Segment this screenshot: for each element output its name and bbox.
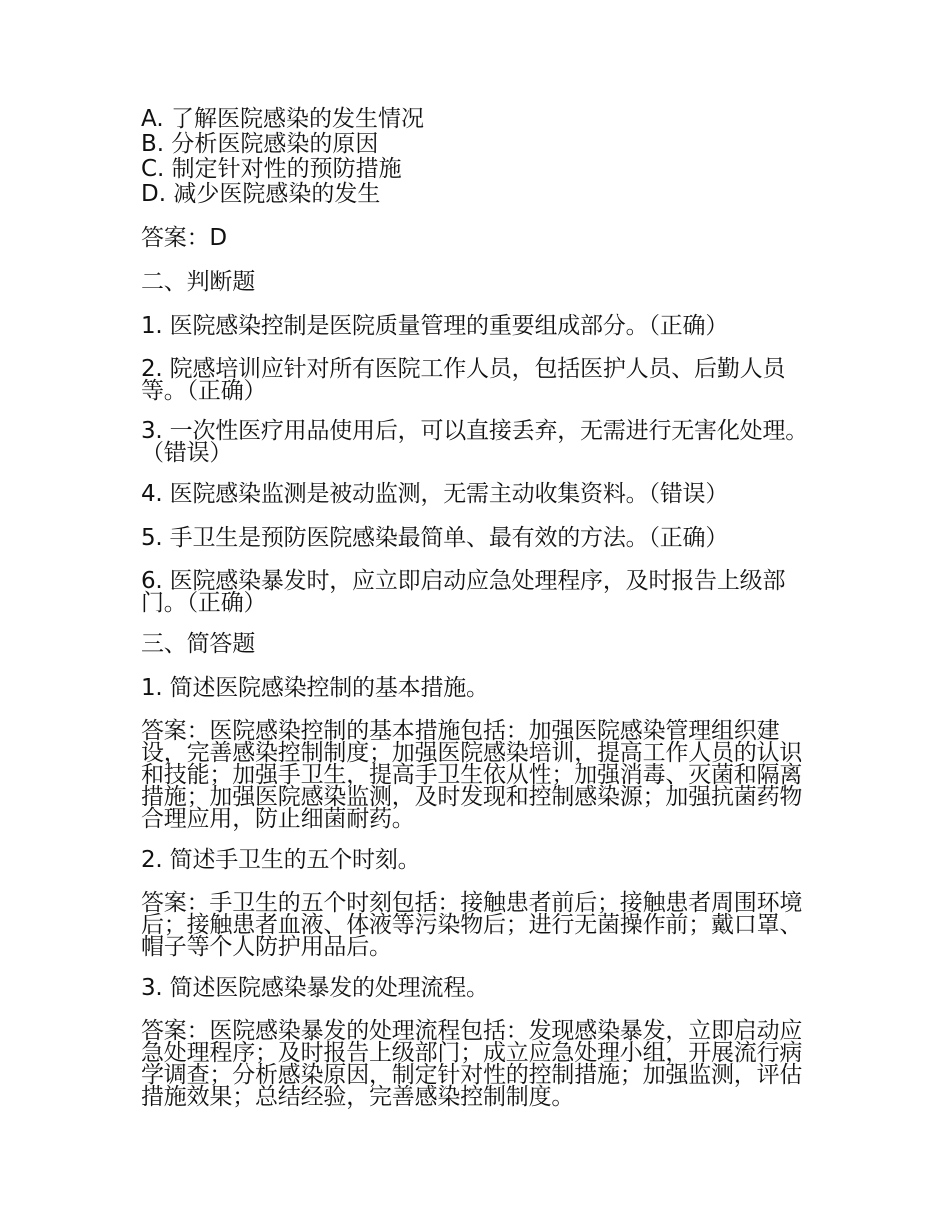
- option-d: D. 减少医院感染的发生: [141, 181, 381, 207]
- short-answer-question: 3. 简述医院感染暴发的处理流程。: [141, 975, 489, 1001]
- document-body: [141, 107, 813, 1126]
- option-b: B. 分析医院感染的原因: [141, 131, 379, 157]
- judgment-item: 1. 医院感染控制是医院质量管理的重要组成部分。（正确）: [141, 313, 729, 339]
- judgment-item: 5. 手卫生是预防医院感染最简单、最有效的方法。（正确）: [141, 525, 729, 551]
- short-answer-question: 2. 简述手卫生的五个时刻。: [141, 847, 421, 873]
- short-answer-question: 1. 简述医院感染控制的基本措施。: [141, 675, 489, 701]
- option-c: C. 制定针对性的预防措施: [141, 156, 402, 182]
- short-answer-answer: 答案：手卫生的五个时刻包括：接触患者前后；接触患者周围环境后；接触患者血液、体液等污染物后；进行无菌操作前；戴口罩、帽子等个人防护用品后。: [141, 890, 803, 960]
- choice-options: [141, 107, 813, 207]
- short-answer-answer: 答案：医院感染暴发的处理流程包括：发现感染暴发，立即启动应急处理程序；及时报告上级部门；成立应急处理小组，开展流行病学调查；分析感染原因，制定针对性的控制措施；加强监测，评估措施效果；总结经验，完善感染控制制度。: [141, 1018, 803, 1110]
- section-title-judgment: 二、判断题: [141, 269, 256, 295]
- judgment-item: 2. 院感培训应针对所有医院工作人员，包括医护人员、后勤人员等。（正确）: [141, 356, 786, 404]
- option-a: A. 了解医院感染的发生情况: [141, 106, 424, 132]
- short-answer-answer: 答案：医院感染控制的基本措施包括：加强医院感染管理组织建设，完善感染控制制度；加强医院感染培训，提高工作人员的认识和技能；加强手卫生，提高手卫生依从性；加强消毒、灭菌和隔离措施；加强医院感染监测，及时发现和控制感染源；加强抗菌药物合理应用，防止细菌耐药。: [141, 718, 803, 832]
- judgment-item: 6. 医院感染暴发时，应立即启动应急处理程序，及时报告上级部门。（正确）: [141, 568, 786, 616]
- judgment-item: 3. 一次性医疗用品使用后，可以直接丢弃，无需进行无害化处理。（错误）: [141, 418, 809, 466]
- answer-line: 答案：D: [141, 225, 227, 251]
- section-title-short-answer: 三、简答题: [141, 631, 256, 657]
- judgment-item: 4. 医院感染监测是被动监测，无需主动收集资料。（错误）: [141, 481, 729, 507]
